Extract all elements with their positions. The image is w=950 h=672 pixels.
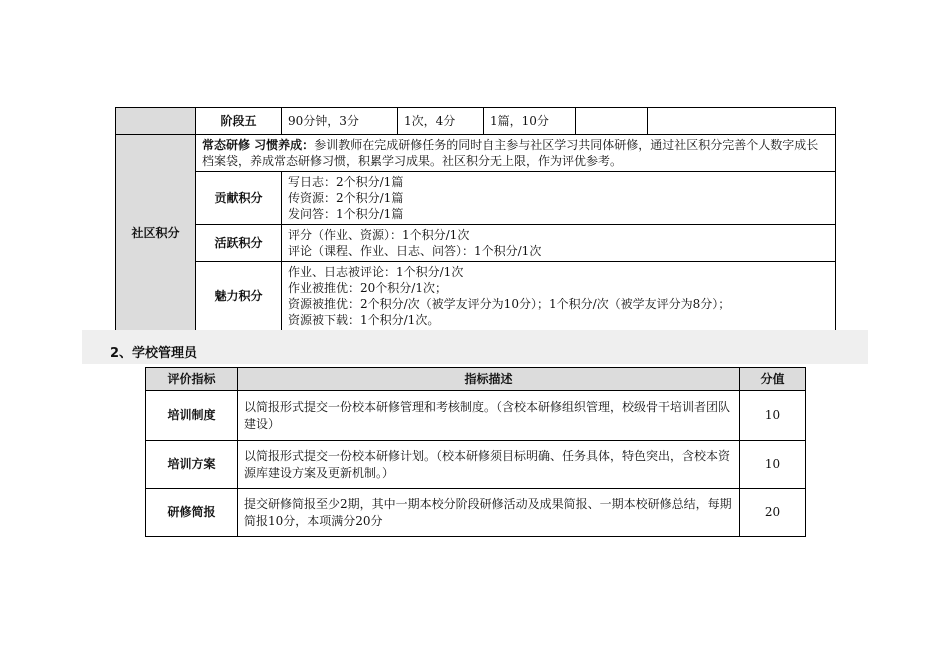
section-title: 2、学校管理员	[110, 346, 198, 361]
activity-row	[116, 225, 836, 262]
contribution-row	[116, 172, 836, 225]
stage-row-left-cell	[116, 108, 196, 135]
desc-line: 资源被下载：1个积分/1次。	[288, 313, 440, 327]
stage-cell-5	[648, 108, 836, 135]
desc-line: 发问答：1个积分/1篇	[288, 207, 404, 221]
description-cell: 以简报形式提交一份校本研修管理和考核制度。（含校本研修组织管理，校级骨干培训者团队建设）	[238, 391, 740, 441]
contribution-label: 贡献积分	[196, 172, 282, 225]
table-row	[146, 489, 806, 537]
indicator-cell: 研修简报	[146, 489, 238, 537]
header-indicator: 评价指标	[146, 368, 238, 391]
table-row	[146, 441, 806, 489]
stage-label: 阶段五	[196, 108, 282, 135]
charm-row	[116, 262, 836, 331]
school-admin-table	[145, 367, 806, 537]
stage-cell-1: 90分钟，3分	[282, 108, 398, 135]
stage-cell-2: 1次，4分	[398, 108, 484, 135]
habit-title: 常态研修 习惯养成：	[202, 138, 315, 152]
desc-line: 作业被推优：20个积分/1次；	[288, 281, 447, 295]
indicator-cell: 培训制度	[146, 391, 238, 441]
desc-line: 写日志：2个积分/1篇	[288, 175, 404, 189]
community-points-table	[115, 107, 836, 331]
stage-five-row	[116, 108, 836, 135]
habit-row	[116, 135, 836, 172]
charm-desc	[282, 262, 836, 331]
activity-label: 活跃积分	[196, 225, 282, 262]
desc-line: 传资源：2个积分/1篇	[288, 191, 404, 205]
indicator-cell: 培训方案	[146, 441, 238, 489]
habit-text: 参训教师在完成研修任务的同时自主参与社区学习共同体研修，通过社区积分完善个人数字成长档案袋，养成常态研修习惯，积累学习成果。社区积分无上限，作为评优参考。	[202, 138, 819, 168]
desc-line: 作业、日志被评论：1个积分/1次	[288, 265, 464, 279]
section-heading-bar	[82, 330, 868, 364]
activity-desc	[282, 225, 836, 262]
desc-line: 评分（作业、资源）：1个积分/1次	[288, 228, 470, 242]
stage-cell-4	[576, 108, 648, 135]
description-cell: 以简报形式提交一份校本研修计划。（校本研修须目标明确、任务具体，特色突出，含校本资源库建设方案及更新机制。）	[238, 441, 740, 489]
header-score: 分值	[740, 368, 806, 391]
charm-label: 魅力积分	[196, 262, 282, 331]
score-cell: 10	[740, 441, 806, 489]
community-points-label: 社区积分	[116, 135, 196, 331]
score-cell: 20	[740, 489, 806, 537]
desc-line: 资源被推优：2个积分/次（被学友评分为10分）；1个积分/次（被学友评分为8分）；	[288, 297, 731, 311]
habit-cell	[196, 135, 836, 172]
description-cell: 提交研修简报至少2期，其中一期本校分阶段研修活动及成果简报、一期本校研修总结，每期简报10分，本项满分20分	[238, 489, 740, 537]
score-cell: 10	[740, 391, 806, 441]
desc-line: 评论（课程、作业、日志、问答）：1个积分/1次	[288, 244, 542, 258]
stage-cell-3: 1篇，10分	[484, 108, 576, 135]
header-description: 指标描述	[238, 368, 740, 391]
contribution-desc	[282, 172, 836, 225]
table-row	[146, 391, 806, 441]
table-header-row	[146, 368, 806, 391]
